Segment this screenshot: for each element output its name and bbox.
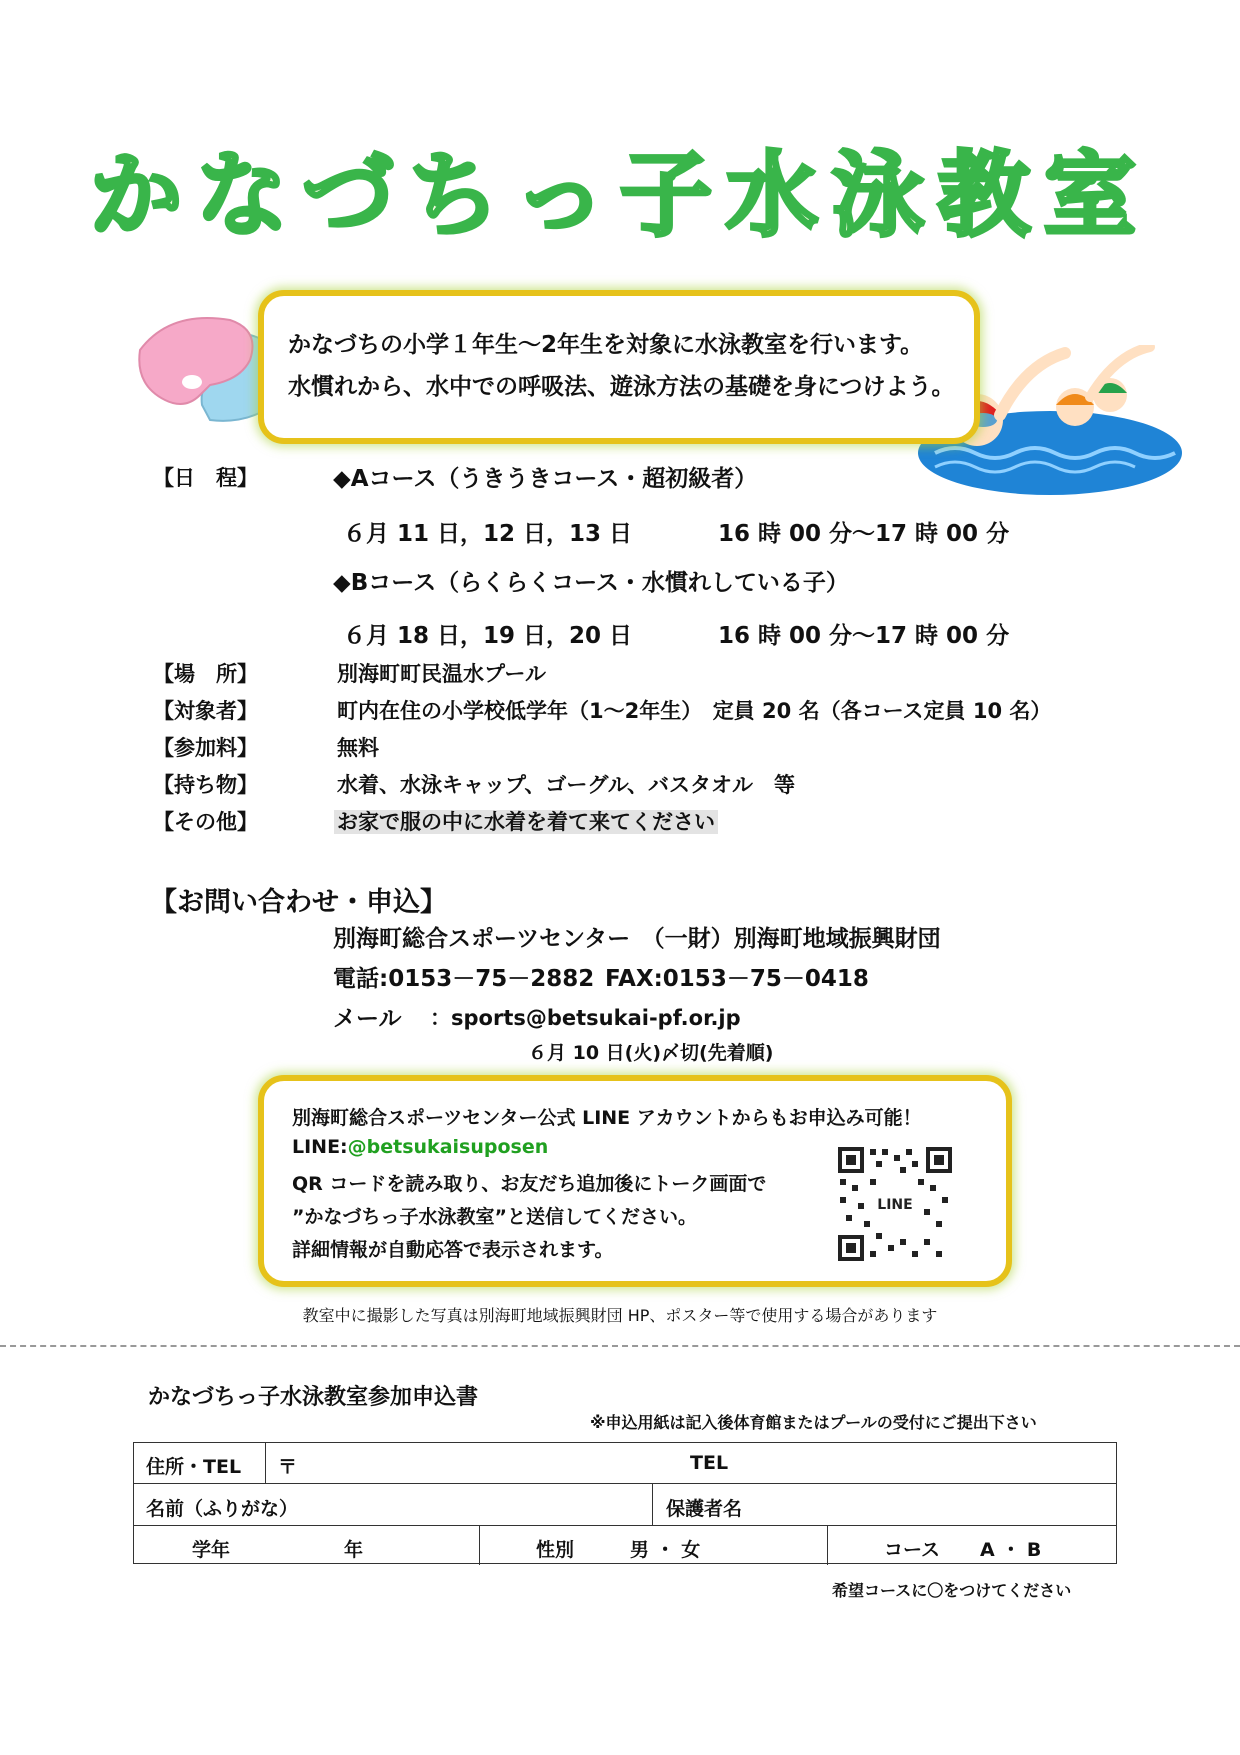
line-box-line-5: 詳細情報が自動応答で表示されます。	[292, 1239, 614, 1261]
form-col-divider	[827, 1525, 828, 1565]
course-a-dates: ６月 11 日，12 日，13 日	[343, 521, 633, 547]
form-col-divider	[479, 1525, 480, 1565]
belongings-label: 【持ち物】	[153, 773, 258, 797]
form-col-divider	[265, 1443, 266, 1483]
line-prefix: LINE:	[292, 1136, 348, 1158]
postal-field[interactable]: 〒	[278, 1456, 298, 1478]
form-row-divider	[134, 1483, 1116, 1484]
name-label: 名前（ふりがな）	[146, 1498, 299, 1520]
line-box-line-3: QR コードを読み取り、お友だち追加後にトーク画面で	[292, 1173, 767, 1195]
course-a-time: 16 時 00 分～17 時 00 分	[718, 521, 1010, 547]
intro-line-1: かなづちの小学１年生～2年生を対象に水泳教室を行います。	[288, 332, 924, 358]
contact-tel: 電話:0153－75－2882	[333, 966, 595, 992]
contact-org: 別海町総合スポーツセンター （一財）別海町地域振興財団	[333, 926, 941, 952]
address-label: 住所・TEL	[146, 1456, 242, 1478]
belongings-value: 水着、水泳キャップ、ゴーグル、バスタオル 等	[337, 773, 796, 797]
target-value: 町内在住の小学校低学年（1～2年生） 定員 20 名（各コース定員 10 名）	[337, 699, 1052, 723]
line-box-line-1: 別海町総合スポーツセンター公式 LINE アカウントからもお申込み可能！	[292, 1107, 922, 1129]
contact-fax: FAX:0153－75－0418	[605, 966, 869, 992]
course-options[interactable]: A ・ B	[980, 1539, 1042, 1561]
target-label: 【対象者】	[153, 699, 258, 723]
qr-line-label: LINE	[877, 1197, 913, 1213]
course-b-time: 16 時 00 分～17 時 00 分	[718, 623, 1010, 649]
page-title: かなづちっ子水泳教室	[89, 142, 1150, 249]
line-id[interactable]: @betsukaisuposen	[347, 1136, 549, 1158]
venue-value: 別海町町民温水プール	[337, 662, 546, 686]
form-col-divider	[652, 1483, 653, 1525]
intro-line-2: 水慣れから、水中での呼吸法、遊泳方法の基礎を身につけよう。	[288, 374, 955, 400]
application-form-table	[133, 1442, 1117, 1564]
contact-heading: 【お問い合わせ・申込】	[150, 887, 447, 918]
grade-label: 学年	[192, 1539, 231, 1561]
other-label: 【その他】	[153, 810, 258, 834]
form-row-divider	[134, 1525, 1116, 1526]
schedule-label: 【日 程】	[153, 466, 258, 490]
venue-label: 【場 所】	[153, 662, 258, 686]
contact-mail-label: メール	[333, 1006, 402, 1032]
course-hint: 希望コースに〇をつけてください	[832, 1581, 1072, 1600]
fee-label: 【参加料】	[153, 736, 258, 760]
gender-options[interactable]: 男 ・ 女	[630, 1539, 701, 1561]
cut-line	[0, 1345, 1240, 1347]
form-submit-note: ※申込用紙は記入後体育館またはプールの受付にご提出下さい	[590, 1413, 1037, 1432]
contact-mail[interactable]: ：sports@betsukai-pf.or.jp	[430, 1006, 741, 1030]
line-box-line-4: ”かなづちっ子水泳教室”と送信してください。	[292, 1206, 697, 1228]
grade-unit[interactable]: 年	[344, 1539, 364, 1561]
photo-usage-note: 教室中に撮影した写真は別海町地域振興財団 HP、ポスター等で使用する場合があります	[302, 1306, 938, 1325]
gender-label: 性別	[536, 1539, 575, 1561]
intro-box	[258, 290, 980, 444]
course-a-heading: ◆Aコース（うきうきコース・超初級者）	[333, 466, 758, 492]
guardian-label: 保護者名	[666, 1498, 743, 1520]
course-b-heading: ◆Bコース（らくらくコース・水慣れしている子）	[333, 570, 849, 596]
course-label: コース	[884, 1539, 941, 1561]
form-title: かなづちっ子水泳教室参加申込書	[148, 1385, 479, 1410]
course-b-dates: ６月 18 日，19 日，20 日	[343, 623, 633, 649]
line-id-row	[292, 1136, 548, 1158]
fee-value: 無料	[337, 736, 379, 760]
qr-code-icon[interactable]	[836, 1145, 954, 1263]
deadline: ６月 10 日(火)〆切(先着順)	[528, 1042, 774, 1064]
other-value: お家で服の中に水着を着て来てください	[334, 810, 718, 834]
tel-field[interactable]: TEL	[690, 1452, 729, 1474]
